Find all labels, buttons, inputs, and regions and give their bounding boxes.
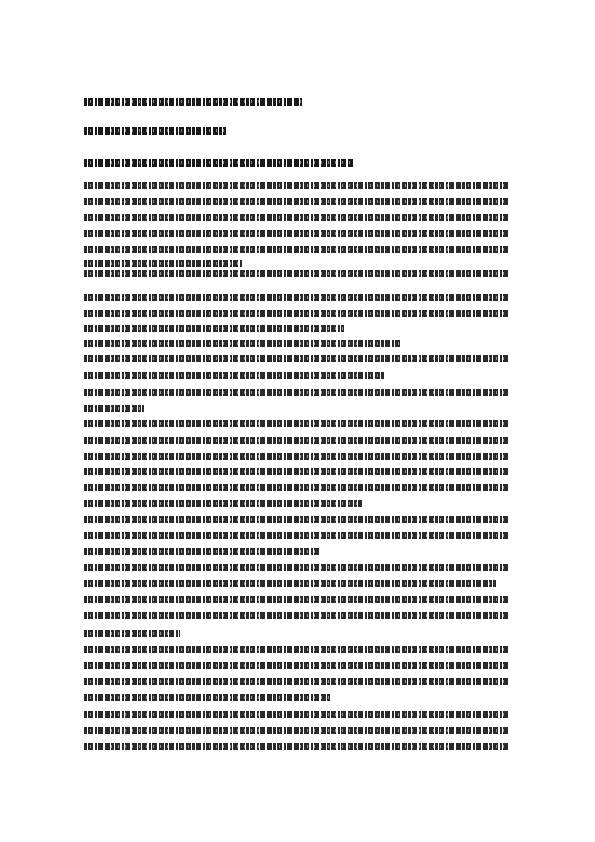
text-line-p4-l1 [84, 355, 510, 362]
text-line-p1-l1 [84, 182, 510, 189]
text-line-p5-l1 [84, 389, 510, 396]
text-line-heading-2 [84, 127, 226, 135]
text-line-p6-l4 [84, 468, 510, 475]
text-line-p8-l3 [84, 596, 510, 603]
text-line-p6-l6 [84, 500, 362, 507]
text-line-p6-l2 [84, 437, 510, 444]
text-line-p6-l1 [84, 420, 510, 427]
text-line-p2-l1 [84, 270, 510, 277]
text-line-p10-l2 [84, 727, 510, 734]
text-line-p1-l4 [84, 230, 510, 237]
text-line-p7-l3 [84, 548, 320, 555]
text-line-p4-l2 [84, 372, 384, 379]
text-line-p7-l1 [84, 516, 510, 523]
text-line-p2-l4 [84, 325, 344, 332]
text-line-p9-l4 [84, 694, 330, 701]
text-line-p1-l6 [84, 260, 242, 267]
text-line-p5-l2 [84, 405, 144, 412]
text-line-p9-l1 [84, 646, 510, 653]
text-line-heading-1 [84, 98, 302, 106]
text-line-p8-l2 [84, 580, 496, 587]
text-line-p6-l5 [84, 484, 510, 491]
text-line-p8-l4 [84, 612, 510, 619]
text-line-p10-l1 [84, 711, 510, 718]
text-line-p2-l2 [84, 294, 510, 301]
text-line-p6-l3 [84, 453, 510, 460]
text-line-p9-l2 [84, 662, 510, 669]
text-line-p1-l2 [84, 198, 510, 205]
text-line-section-heading [84, 159, 354, 167]
text-line-p8-l1 [84, 564, 510, 571]
text-line-p1-l5 [84, 246, 510, 253]
text-line-p9-l3 [84, 678, 510, 685]
text-line-p2-l3 [84, 310, 510, 317]
text-line-p7-l2 [84, 532, 510, 539]
text-line-p1-l3 [84, 214, 510, 221]
text-line-p10-l3 [84, 743, 510, 750]
text-line-p3-l1 [84, 340, 402, 347]
text-line-p8-l5 [84, 630, 180, 637]
